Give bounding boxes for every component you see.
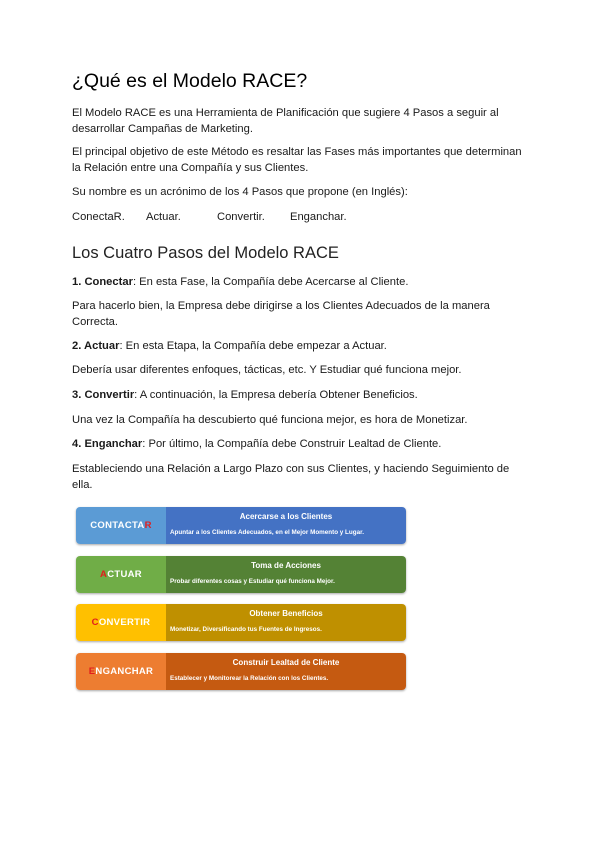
intro-paragraph-1: El Modelo RACE es una Herramienta de Planificación que sugiere 4 Pasos a seguir al desarrollar Campañas de Marketing. (72, 107, 499, 135)
race-label-convertir: C ONVERTIR (76, 604, 166, 641)
race-description: Apuntar a los Clientes Adecuados, en el Mejor Momento y Lugar. (170, 529, 364, 536)
race-row-enganchar (76, 653, 406, 690)
race-heading: Acercarse a los Clientes (239, 512, 333, 521)
step-2-label: 2. Actuar (72, 340, 120, 352)
step-2-detail: Debería usar diferentes enfoques, tácticas, etc. Y Estudiar qué funciona mejor. (72, 364, 462, 376)
step-3-detail: Una vez la Compañía ha descubierto qué funciona mejor, es hora de Monetizar. (72, 414, 468, 426)
race-heading: Toma de Acciones (251, 561, 321, 570)
race-label-enganchar: E NGANCHAR (76, 653, 166, 690)
race-description: Monetizar, Diversificando tus Fuentes de Ingresos. (170, 626, 322, 633)
step-1-detail: Para hacerlo bien, la Empresa debe dirigirse a los Clientes Adecuados de la manera Correcta. (72, 300, 490, 328)
section-title: Los Cuatro Pasos del Modelo RACE (72, 244, 339, 262)
acronym-conectar: ConectaR. (72, 211, 125, 223)
intro-paragraph-2: El principal objetivo de este Método es resaltar las Fases más importantes que determinan la Relación entre una Compañía y sus Clientes. (72, 146, 522, 174)
step-2-text: : En esta Etapa, la Compañía debe empezar a Actuar. (119, 340, 387, 352)
race-heading: Construir Lealtad de Cliente (232, 658, 340, 667)
race-row-contactar (76, 507, 406, 544)
step-1-text: : En esta Fase, la Compañía debe Acercarse al Cliente. (132, 276, 409, 288)
step-1-label: 1. Conectar (72, 276, 133, 288)
step-2 (72, 339, 528, 355)
step-3-label: 3. Convertir (72, 389, 135, 401)
accent-letter: C (91, 617, 99, 628)
race-panel-contactar (166, 507, 406, 544)
step-3 (72, 388, 528, 404)
intro-paragraph-3: Su nombre es un acrónimo de los 4 Pasos que propone (en Inglés): (72, 186, 408, 198)
step-4-label: 4. Enganchar (72, 438, 143, 450)
race-row-actuar (76, 556, 406, 593)
acronym-list (72, 210, 528, 226)
race-heading: Obtener Beneficios (249, 609, 323, 618)
race-panel-actuar (166, 556, 406, 593)
accent-letter: R (144, 520, 152, 531)
step-3-text: : A continuación, la Empresa debería Obtener Beneficios. (134, 389, 418, 401)
accent-letter: E (88, 666, 96, 677)
race-description: Probar diferentes cosas y Estudiar qué funciona Mejor. (170, 578, 335, 585)
race-panel-convertir (166, 604, 406, 641)
race-label-contactar: CONTACTA R (76, 507, 166, 544)
step-4-text: : Por último, la Compañía debe Construir Lealtad de Cliente. (142, 438, 442, 450)
accent-letter: A (100, 569, 108, 580)
acronym-enganchar: Enganchar. (290, 211, 347, 223)
race-panel-enganchar (166, 653, 406, 690)
step-4-detail: Estableciendo una Relación a Largo Plazo con sus Clientes, y haciendo Seguimiento de ella. (72, 463, 510, 491)
step-1 (72, 275, 528, 291)
race-description: Establecer y Monitorear la Relación con los Clientes. (170, 675, 329, 682)
race-label-actuar: A CTUAR (76, 556, 166, 593)
page-title: ¿Qué es el Modelo RACE? (72, 70, 308, 92)
race-row-convertir (76, 604, 406, 641)
acronym-actuar: Actuar. (146, 211, 181, 223)
acronym-convertir: Convertir. (217, 211, 265, 223)
step-4 (72, 437, 528, 453)
